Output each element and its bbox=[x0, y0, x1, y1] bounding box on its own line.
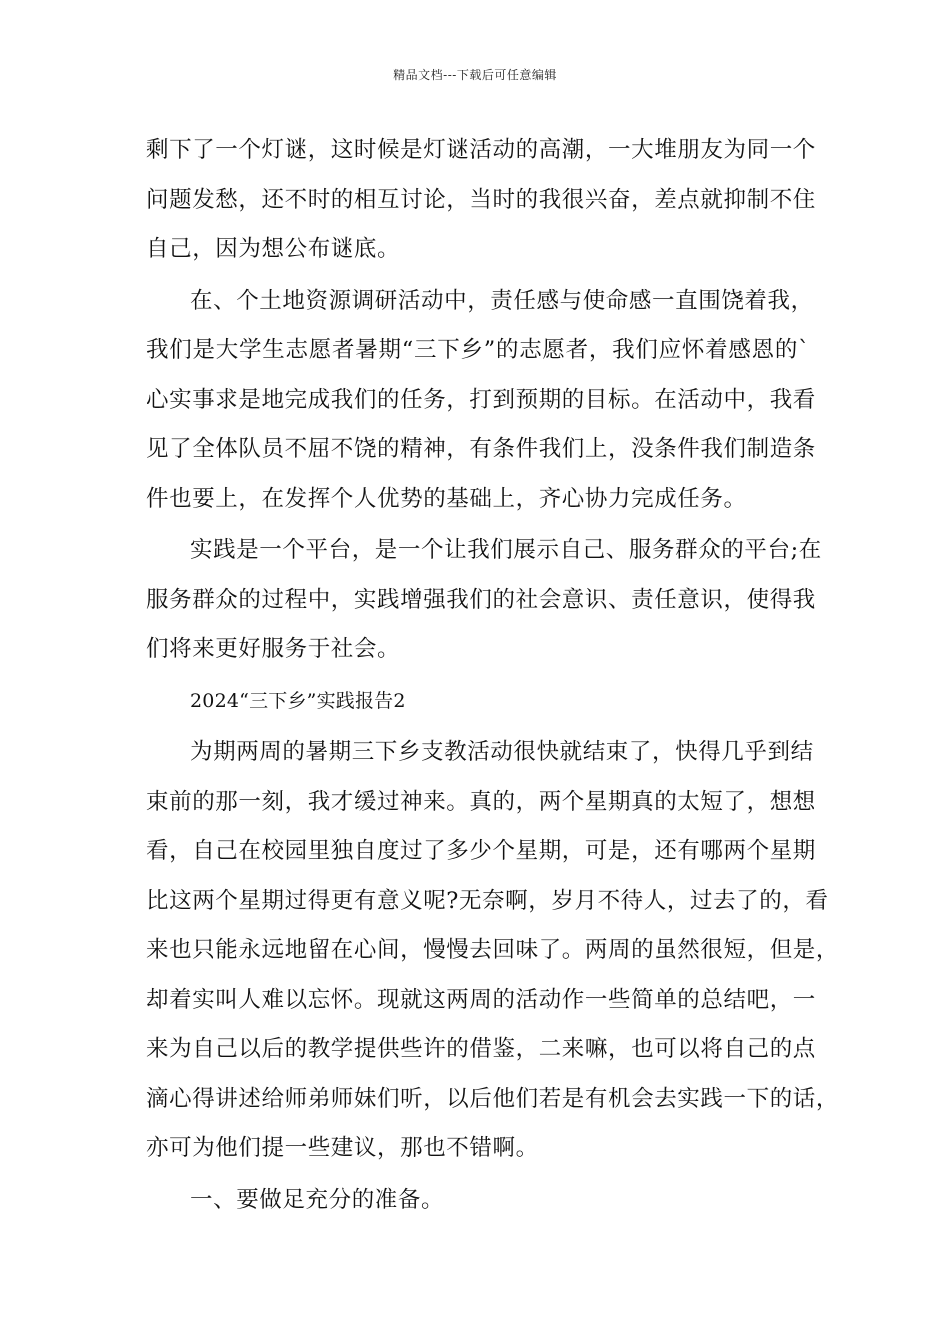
text-line: 来也只能永远地留在心间，慢慢去回味了。两周的虽然很短，但是， bbox=[146, 937, 840, 963]
paragraph-first-line: 为期两周的暑期三下乡支教活动很快就结束了，快得几乎到结 bbox=[190, 739, 814, 765]
text-line: 问题发愁，还不时的相互讨论，当时的我很兴奋，差点就抑制不住 bbox=[146, 186, 816, 213]
text-line: 滴心得讲述给师弟师妹们听，以后他们若是有机会去实践一下的话， bbox=[146, 1085, 840, 1112]
text-line: 比这两个星期过得更有意义呢?无奈啊，岁月不待人，过去了的，看 bbox=[146, 887, 829, 914]
text-line: 看，自己在校园里独自度过了多少个星期，可是，还有哪两个星期 bbox=[146, 838, 816, 864]
text-line: 们将来更好服务于社会。 bbox=[146, 636, 401, 662]
paragraph-first-line: 实践是一个平台，是一个让我们展示自己、服务群众的平台;在 bbox=[190, 537, 822, 563]
text-line: 件也要上，在发挥个人优势的基础上，齐心协力完成任务。 bbox=[146, 485, 747, 512]
text-line: 却着实叫人难以忘怀。现就这两周的活动作一些简单的总结吧，一 bbox=[146, 986, 816, 1013]
page-header: 精品文档---下载后可任意编辑 bbox=[393, 68, 557, 82]
text-line: 心实事求是地完成我们的任务，打到预期的目标。在活动中，我看 bbox=[146, 386, 816, 413]
text-line: 束前的那一刻，我才缓过神来。真的，两个星期真的太短了，想想 bbox=[146, 788, 816, 815]
text-line: 来为自己以后的教学提供些许的借鉴，二来嘛，也可以将自己的点 bbox=[146, 1036, 816, 1062]
document-body bbox=[146, 126, 840, 1225]
text-line: 见了全体队员不屈不饶的精神，有条件我们上，没条件我们制造条 bbox=[146, 436, 816, 462]
section-title: 2024“三下乡”实践报告2 bbox=[190, 689, 406, 712]
text-line: 亦可为他们提一些建议，那也不错啊。 bbox=[146, 1135, 539, 1161]
text-line: 我们是大学生志愿者暑期“三下乡”的志愿者，我们应怀着感恩的` bbox=[146, 337, 810, 363]
text-line: 服务群众的过程中，实践增强我们的社会意识、责任意识，使得我 bbox=[146, 586, 816, 613]
text-line: 剩下了一个灯谜，这时候是灯谜活动的高潮，一大堆朋友为同一个 bbox=[146, 137, 816, 163]
text-line: 自己，因为想公布谜底。 bbox=[146, 236, 401, 262]
paragraph-first-line: 在、个土地资源调研活动中，责任感与使命感一直围饶着我， bbox=[190, 287, 814, 314]
section-subtitle: 一、要做足充分的准备。 bbox=[190, 1186, 445, 1213]
